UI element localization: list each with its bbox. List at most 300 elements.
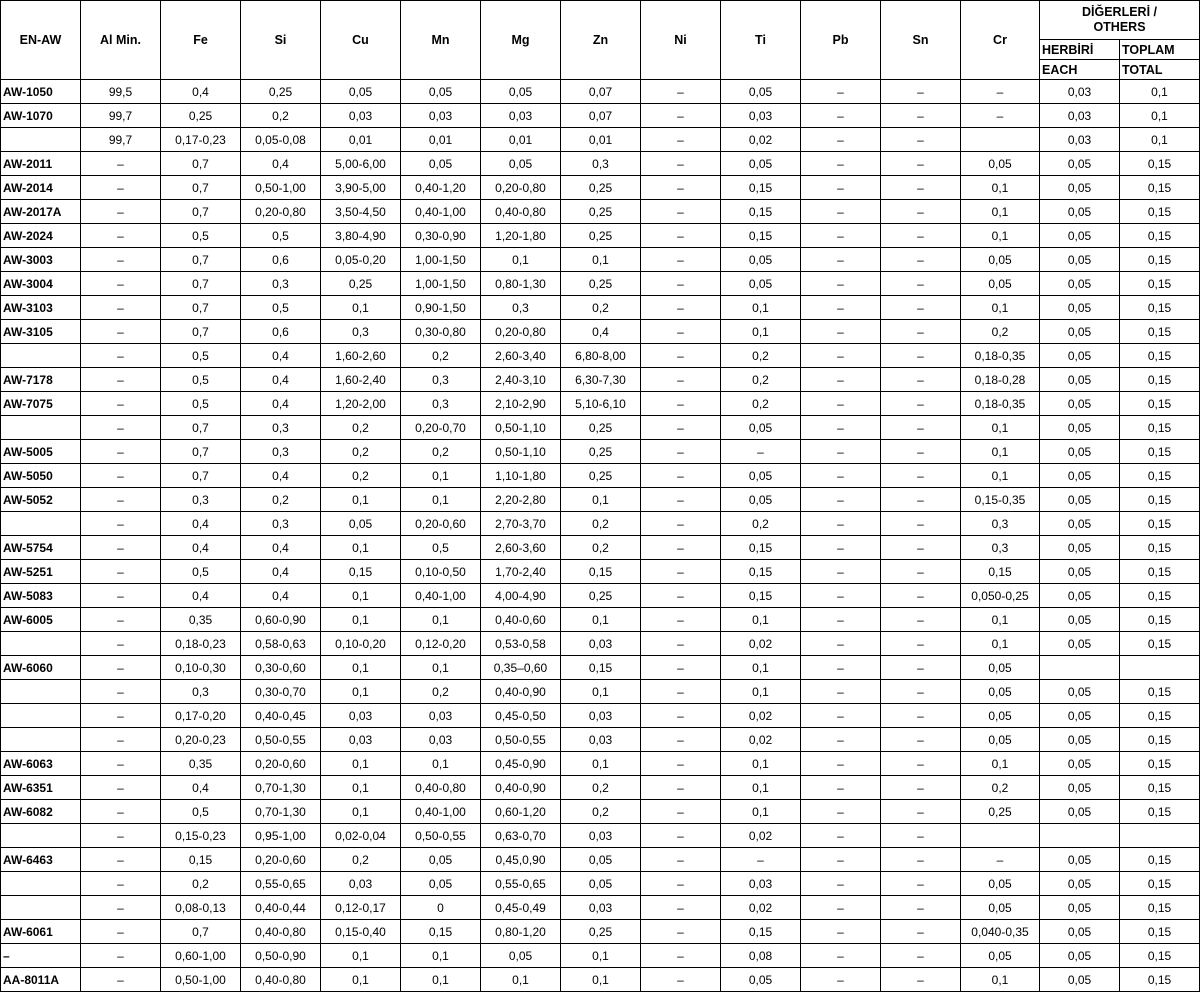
cell-others-total: 0,15 [1120, 440, 1200, 464]
cell-fe: 0,7 [161, 200, 241, 224]
cell-mn: 0,05 [401, 152, 481, 176]
header-alloy: EN-AW [1, 1, 81, 80]
cell-pb: – [801, 104, 881, 128]
header-fe: Fe [161, 1, 241, 80]
cell-ni: – [641, 608, 721, 632]
cell-others-each: 0,05 [1040, 176, 1120, 200]
cell-others-each: 0,05 [1040, 920, 1120, 944]
cell-pb: – [801, 248, 881, 272]
cell-mn: 0,90-1,50 [401, 296, 481, 320]
cell-pb: – [801, 536, 881, 560]
header-mg: Mg [481, 1, 561, 80]
cell-si: 0,70-1,30 [241, 776, 321, 800]
cell-pb: – [801, 80, 881, 104]
cell-si: 0,40-0,45 [241, 704, 321, 728]
cell-others-each: 0,05 [1040, 848, 1120, 872]
cell-ni: – [641, 704, 721, 728]
cell-cr: 0,1 [961, 608, 1040, 632]
cell-others-total: 0,15 [1120, 920, 1200, 944]
cell-alloy: AW-2024 [1, 224, 81, 248]
cell-al-min: – [81, 968, 161, 992]
cell-fe: 0,7 [161, 296, 241, 320]
cell-others-each: 0,05 [1040, 728, 1120, 752]
cell-zn: 0,2 [561, 512, 641, 536]
table-row [1, 704, 1200, 728]
cell-sn: – [881, 128, 961, 152]
cell-mg: 0,45-0,90 [481, 752, 561, 776]
cell-si: 0,2 [241, 104, 321, 128]
cell-ni: – [641, 392, 721, 416]
cell-zn: 0,2 [561, 800, 641, 824]
cell-alloy: AW-2017A [1, 200, 81, 224]
cell-mn: 0,40-1,00 [401, 800, 481, 824]
cell-ni: – [641, 920, 721, 944]
table-body [1, 80, 1200, 992]
cell-sn: – [881, 704, 961, 728]
cell-pb: – [801, 488, 881, 512]
cell-others-each: 0,05 [1040, 560, 1120, 584]
cell-alloy: AW-6082 [1, 800, 81, 824]
header-cu: Cu [321, 1, 401, 80]
cell-pb: – [801, 728, 881, 752]
cell-zn: 0,1 [561, 752, 641, 776]
cell-sn: – [881, 272, 961, 296]
cell-mg: 0,20-0,80 [481, 320, 561, 344]
cell-others-total: 0,15 [1120, 296, 1200, 320]
cell-cu: 0,2 [321, 440, 401, 464]
cell-others-each: 0,05 [1040, 200, 1120, 224]
cell-ni: – [641, 728, 721, 752]
table-row [1, 224, 1200, 248]
cell-si: 0,3 [241, 272, 321, 296]
cell-cr: 0,040-0,35 [961, 920, 1040, 944]
cell-zn: 0,2 [561, 296, 641, 320]
cell-mg: 2,20-2,80 [481, 488, 561, 512]
header-si: Si [241, 1, 321, 80]
cell-pb: – [801, 392, 881, 416]
cell-zn: 0,03 [561, 896, 641, 920]
cell-cr: – [961, 848, 1040, 872]
cell-mn: 0,1 [401, 488, 481, 512]
cell-pb: – [801, 608, 881, 632]
cell-zn: 0,25 [561, 584, 641, 608]
cell-cu: 1,60-2,60 [321, 344, 401, 368]
cell-pb: – [801, 584, 881, 608]
cell-cr: 0,1 [961, 752, 1040, 776]
cell-pb: – [801, 824, 881, 848]
cell-others-each: 0,05 [1040, 368, 1120, 392]
cell-mn: 0,40-1,20 [401, 176, 481, 200]
cell-others-total: 0,15 [1120, 344, 1200, 368]
cell-sn: – [881, 368, 961, 392]
cell-sn: – [881, 440, 961, 464]
cell-fe: 0,7 [161, 464, 241, 488]
table-row [1, 104, 1200, 128]
cell-alloy [1, 896, 81, 920]
cell-cr: 0,05 [961, 272, 1040, 296]
cell-sn: – [881, 104, 961, 128]
cell-pb: – [801, 752, 881, 776]
cell-pb: – [801, 848, 881, 872]
cell-al-min: – [81, 152, 161, 176]
cell-others-each: 0,05 [1040, 512, 1120, 536]
cell-cu: 0,03 [321, 872, 401, 896]
table-row [1, 320, 1200, 344]
cell-alloy: AW-6060 [1, 656, 81, 680]
cell-ti: 0,15 [721, 224, 801, 248]
cell-ti: 0,1 [721, 680, 801, 704]
cell-ti: 0,02 [721, 896, 801, 920]
table-row [1, 200, 1200, 224]
cell-cr: 0,05 [961, 896, 1040, 920]
cell-cr [961, 824, 1040, 848]
cell-ti: 0,05 [721, 488, 801, 512]
cell-others-each: 0,05 [1040, 536, 1120, 560]
table-row [1, 368, 1200, 392]
cell-others-each: 0,05 [1040, 464, 1120, 488]
cell-alloy: AW-5251 [1, 560, 81, 584]
cell-alloy: AW-5052 [1, 488, 81, 512]
cell-others-total: 0,15 [1120, 152, 1200, 176]
table-row [1, 416, 1200, 440]
cell-fe: 0,3 [161, 680, 241, 704]
cell-fe: 0,7 [161, 416, 241, 440]
cell-alloy: AW-6463 [1, 848, 81, 872]
cell-alloy [1, 872, 81, 896]
cell-others-each: 0,05 [1040, 944, 1120, 968]
cell-sn: – [881, 848, 961, 872]
cell-sn: – [881, 560, 961, 584]
cell-cr: 0,25 [961, 800, 1040, 824]
cell-ti: 0,15 [721, 584, 801, 608]
cell-alloy: AW-3003 [1, 248, 81, 272]
cell-mg: 0,05 [481, 80, 561, 104]
cell-mg: 0,80-1,30 [481, 272, 561, 296]
cell-si: 0,4 [241, 464, 321, 488]
table-row [1, 176, 1200, 200]
cell-alloy [1, 128, 81, 152]
cell-si: 0,5 [241, 224, 321, 248]
table-row [1, 512, 1200, 536]
cell-pb: – [801, 704, 881, 728]
cell-cu: 0,03 [321, 104, 401, 128]
cell-zn: 0,01 [561, 128, 641, 152]
cell-ni: – [641, 632, 721, 656]
cell-mg: 0,45-0,49 [481, 896, 561, 920]
cell-mn: 0,3 [401, 392, 481, 416]
cell-al-min: – [81, 464, 161, 488]
cell-si: 0,3 [241, 440, 321, 464]
cell-ti: 0,02 [721, 704, 801, 728]
table-row [1, 608, 1200, 632]
cell-mg: 0,1 [481, 248, 561, 272]
cell-zn: 0,1 [561, 944, 641, 968]
cell-mn: 0,15 [401, 920, 481, 944]
header-others [1040, 1, 1200, 40]
cell-ni: – [641, 464, 721, 488]
cell-pb: – [801, 800, 881, 824]
cell-others-each: 0,05 [1040, 800, 1120, 824]
cell-others-each: 0,05 [1040, 296, 1120, 320]
header-ti: Ti [721, 1, 801, 80]
cell-alloy [1, 704, 81, 728]
cell-ni: – [641, 584, 721, 608]
cell-si: 0,3 [241, 512, 321, 536]
cell-al-min: – [81, 848, 161, 872]
cell-fe: 0,5 [161, 392, 241, 416]
cell-ti: 0,05 [721, 416, 801, 440]
cell-alloy [1, 728, 81, 752]
cell-mn: 1,00-1,50 [401, 272, 481, 296]
cell-cr: 0,05 [961, 680, 1040, 704]
cell-others-total: 0,15 [1120, 224, 1200, 248]
cell-mg: 0,3 [481, 296, 561, 320]
table-row [1, 728, 1200, 752]
cell-fe: 0,10-0,30 [161, 656, 241, 680]
cell-others-total: 0,15 [1120, 608, 1200, 632]
cell-zn: 0,25 [561, 176, 641, 200]
cell-al-min: – [81, 296, 161, 320]
cell-ni: – [641, 416, 721, 440]
cell-si: 0,4 [241, 392, 321, 416]
cell-mg: 0,20-0,80 [481, 176, 561, 200]
cell-cu: 0,1 [321, 296, 401, 320]
cell-cr: 0,1 [961, 632, 1040, 656]
cell-ni: – [641, 848, 721, 872]
cell-mn: 0,2 [401, 440, 481, 464]
cell-pb: – [801, 344, 881, 368]
cell-mn: 0,05 [401, 872, 481, 896]
cell-mg: 0,53-0,58 [481, 632, 561, 656]
cell-si: 0,70-1,30 [241, 800, 321, 824]
cell-sn: – [881, 152, 961, 176]
cell-ni: – [641, 560, 721, 584]
cell-ti: 0,05 [721, 968, 801, 992]
cell-cr: 0,050-0,25 [961, 584, 1040, 608]
header-ni: Ni [641, 1, 721, 80]
cell-alloy: AW-1070 [1, 104, 81, 128]
cell-others-total: 0,15 [1120, 704, 1200, 728]
cell-zn: 0,25 [561, 464, 641, 488]
cell-fe: 0,2 [161, 872, 241, 896]
cell-mn: 0,20-0,70 [401, 416, 481, 440]
cell-cr: 0,2 [961, 320, 1040, 344]
cell-others-each: 0,05 [1040, 272, 1120, 296]
cell-mg: 0,45,0,90 [481, 848, 561, 872]
cell-ti: 0,05 [721, 272, 801, 296]
cell-zn: 0,25 [561, 200, 641, 224]
cell-ti: 0,15 [721, 536, 801, 560]
cell-ti: 0,15 [721, 560, 801, 584]
cell-cr: 0,05 [961, 704, 1040, 728]
cell-zn: 0,25 [561, 272, 641, 296]
cell-fe: 0,4 [161, 584, 241, 608]
cell-fe: 0,4 [161, 80, 241, 104]
cell-fe: 0,35 [161, 752, 241, 776]
cell-fe: 0,3 [161, 488, 241, 512]
cell-others-total: 0,15 [1120, 800, 1200, 824]
cell-si: 0,5 [241, 296, 321, 320]
cell-si: 0,20-0,80 [241, 200, 321, 224]
cell-zn: 0,1 [561, 968, 641, 992]
table-row [1, 896, 1200, 920]
cell-al-min: – [81, 368, 161, 392]
cell-mn: 0,1 [401, 944, 481, 968]
cell-cr: 0,2 [961, 776, 1040, 800]
cell-zn: 0,07 [561, 104, 641, 128]
cell-ni: – [641, 272, 721, 296]
cell-fe: 0,7 [161, 920, 241, 944]
cell-others-each: 0,05 [1040, 224, 1120, 248]
cell-fe: 0,25 [161, 104, 241, 128]
cell-alloy: AW-2011 [1, 152, 81, 176]
cell-si: 0,4 [241, 536, 321, 560]
cell-si: 0,3 [241, 416, 321, 440]
cell-al-min: – [81, 680, 161, 704]
cell-al-min: – [81, 872, 161, 896]
cell-ti: 0,02 [721, 632, 801, 656]
cell-cu: 3,80-4,90 [321, 224, 401, 248]
cell-mn: 0,10-0,50 [401, 560, 481, 584]
cell-zn: 6,80-8,00 [561, 344, 641, 368]
cell-sn: – [881, 632, 961, 656]
cell-ni: – [641, 656, 721, 680]
cell-cu: 3,50-4,50 [321, 200, 401, 224]
cell-si: 0,4 [241, 368, 321, 392]
cell-mn: 0,40-1,00 [401, 584, 481, 608]
cell-alloy: AW-5754 [1, 536, 81, 560]
cell-sn: – [881, 728, 961, 752]
cell-mg: 2,40-3,10 [481, 368, 561, 392]
cell-alloy: AW-6061 [1, 920, 81, 944]
table-row [1, 248, 1200, 272]
cell-fe: 0,35 [161, 608, 241, 632]
cell-pb: – [801, 632, 881, 656]
cell-mg: 0,50-1,10 [481, 416, 561, 440]
cell-mg: 1,20-1,80 [481, 224, 561, 248]
cell-ti: 0,1 [721, 296, 801, 320]
cell-mg: 2,60-3,60 [481, 536, 561, 560]
cell-al-min: – [81, 392, 161, 416]
table-row [1, 128, 1200, 152]
table-row [1, 584, 1200, 608]
cell-others-each: 0,05 [1040, 152, 1120, 176]
cell-cr: – [961, 104, 1040, 128]
cell-others-total: 0,15 [1120, 392, 1200, 416]
cell-cu: 0,10-0,20 [321, 632, 401, 656]
cell-sn: – [881, 416, 961, 440]
cell-cr: 0,1 [961, 200, 1040, 224]
cell-zn: 0,1 [561, 248, 641, 272]
cell-al-min: – [81, 752, 161, 776]
cell-others-each: 0,05 [1040, 680, 1120, 704]
cell-sn: – [881, 920, 961, 944]
cell-mn: 0,05 [401, 848, 481, 872]
cell-cu: 1,60-2,40 [321, 368, 401, 392]
cell-fe: 0,7 [161, 176, 241, 200]
cell-sn: – [881, 968, 961, 992]
cell-mg: 0,05 [481, 944, 561, 968]
cell-ti: 0,15 [721, 920, 801, 944]
cell-al-min: – [81, 728, 161, 752]
cell-others-total: 0,15 [1120, 968, 1200, 992]
table-row [1, 920, 1200, 944]
cell-mg: 0,80-1,20 [481, 920, 561, 944]
cell-fe: 0,50-1,00 [161, 968, 241, 992]
cell-ti: 0,02 [721, 728, 801, 752]
cell-fe: 0,5 [161, 368, 241, 392]
cell-mg: 0,1 [481, 968, 561, 992]
header-al-min: Al Min. [81, 1, 161, 80]
cell-ni: – [641, 968, 721, 992]
cell-zn: 5,10-6,10 [561, 392, 641, 416]
cell-ti: 0,05 [721, 152, 801, 176]
cell-ni: – [641, 680, 721, 704]
cell-mg: 0,40-0,90 [481, 776, 561, 800]
cell-al-min: 99,7 [81, 128, 161, 152]
cell-cu: 0,1 [321, 776, 401, 800]
cell-others-each [1040, 824, 1120, 848]
cell-ni: – [641, 104, 721, 128]
cell-ni: – [641, 800, 721, 824]
cell-ti: 0,1 [721, 656, 801, 680]
cell-alloy: AW-6063 [1, 752, 81, 776]
cell-cu: 0,02-0,04 [321, 824, 401, 848]
cell-others-total: 0,15 [1120, 848, 1200, 872]
cell-si: 0,95-1,00 [241, 824, 321, 848]
cell-ni: – [641, 440, 721, 464]
cell-ni: – [641, 152, 721, 176]
cell-fe: 0,5 [161, 344, 241, 368]
cell-si: 0,6 [241, 248, 321, 272]
cell-alloy: AW-2014 [1, 176, 81, 200]
cell-cu: 0,12-0,17 [321, 896, 401, 920]
table-row [1, 800, 1200, 824]
cell-sn: – [881, 320, 961, 344]
cell-al-min: – [81, 176, 161, 200]
cell-cr: 0,05 [961, 728, 1040, 752]
cell-mg: 0,50-0,55 [481, 728, 561, 752]
cell-mg: 0,35–0,60 [481, 656, 561, 680]
cell-al-min: – [81, 944, 161, 968]
cell-sn: – [881, 464, 961, 488]
cell-others-each: 0,05 [1040, 704, 1120, 728]
cell-sn: – [881, 176, 961, 200]
cell-ti: 0,2 [721, 512, 801, 536]
cell-si: 0,60-0,90 [241, 608, 321, 632]
cell-mg: 0,63-0,70 [481, 824, 561, 848]
cell-si: 0,30-0,60 [241, 656, 321, 680]
cell-alloy: AW-3004 [1, 272, 81, 296]
cell-ti: 0,1 [721, 320, 801, 344]
cell-others-each: 0,05 [1040, 872, 1120, 896]
cell-al-min: – [81, 344, 161, 368]
cell-fe: 0,4 [161, 776, 241, 800]
cell-ni: – [641, 296, 721, 320]
cell-pb: – [801, 272, 881, 296]
cell-cu: 0,1 [321, 800, 401, 824]
cell-others-total [1120, 656, 1200, 680]
cell-mg: 2,60-3,40 [481, 344, 561, 368]
cell-alloy [1, 416, 81, 440]
cell-cu: 0,2 [321, 848, 401, 872]
cell-fe: 0,4 [161, 512, 241, 536]
cell-al-min: – [81, 488, 161, 512]
cell-others-each: 0,05 [1040, 248, 1120, 272]
cell-ni: – [641, 944, 721, 968]
cell-si: 0,58-0,63 [241, 632, 321, 656]
cell-ti: 0,1 [721, 752, 801, 776]
